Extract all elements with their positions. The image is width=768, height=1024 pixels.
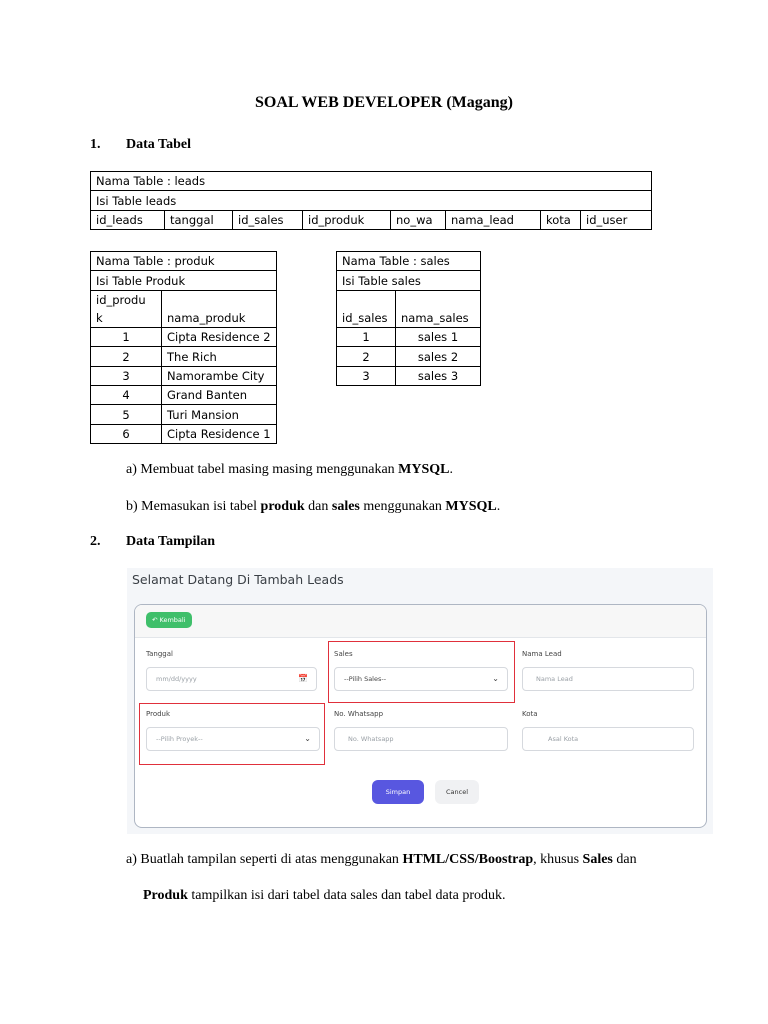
id-cell: 2: [91, 347, 162, 366]
tanggal-label: Tanggal: [146, 650, 173, 658]
column-header: id_leads: [91, 210, 165, 229]
bold-text: Produk: [143, 888, 188, 903]
table-row: [91, 405, 277, 424]
text: , khusus: [533, 852, 583, 867]
name-cell: The Rich: [162, 347, 277, 366]
text: dan: [304, 499, 332, 514]
tanggal-input[interactable]: [146, 667, 317, 691]
table-name-cell: Nama Table : produk: [91, 252, 277, 271]
id-cell: 4: [91, 385, 162, 404]
id-cell: 1: [337, 327, 396, 346]
id-cell: 2: [337, 347, 396, 366]
column-header: id_sales: [233, 210, 303, 229]
column-header-line: id_produ: [96, 292, 146, 307]
kota-input[interactable]: [522, 727, 694, 751]
name-cell: Grand Banten: [162, 385, 277, 404]
column-header: id_sales: [337, 290, 396, 327]
table-header-row: [91, 290, 277, 327]
text: menggunakan: [359, 499, 446, 514]
calendar-icon: 📅: [298, 674, 308, 683]
produk-select[interactable]: [146, 727, 320, 751]
produk-selected: --Pilih Proyek--: [156, 735, 203, 743]
nama-lead-label: Nama Lead: [522, 650, 562, 658]
table-row: [91, 327, 277, 346]
kota-label: Kota: [522, 710, 538, 718]
bold-text: MYSQL: [445, 499, 497, 514]
whatsapp-placeholder: No. Whatsapp: [348, 735, 394, 743]
column-header: nama_lead: [446, 210, 541, 229]
text: .: [449, 462, 454, 477]
sales-select[interactable]: [334, 667, 508, 691]
column-header: kota: [541, 210, 581, 229]
sales-label: Sales: [334, 650, 353, 658]
form-card: [134, 604, 707, 828]
table-content-cell: Isi Table sales: [337, 271, 481, 290]
table-content-cell: Isi Table Produk: [91, 271, 277, 290]
task-item-2a-line1: [126, 852, 726, 868]
table-row: [91, 424, 277, 443]
whatsapp-input[interactable]: [334, 727, 508, 751]
table-row: [91, 366, 277, 385]
sales-table: [336, 251, 481, 386]
bold-text: produk: [260, 499, 305, 514]
name-cell: Cipta Residence 2: [162, 327, 277, 346]
column-header: nama_produk: [162, 290, 277, 327]
table-content-cell: Isi Table leads: [91, 191, 652, 210]
name-cell: sales 2: [396, 347, 481, 366]
produk-label: Produk: [146, 710, 171, 718]
chevron-down-icon: ⌄: [304, 734, 311, 743]
column-header: id_produk: [303, 210, 391, 229]
name-cell: Turi Mansion: [162, 405, 277, 424]
bold-text: HTML/CSS/Boostrap: [402, 852, 534, 867]
reply-icon: ↶: [152, 616, 158, 624]
text: Memasukan isi tabel: [141, 499, 261, 514]
tanggal-placeholder: mm/dd/yyyy: [156, 675, 197, 683]
table-header-row: [91, 210, 652, 229]
column-header: id_user: [581, 210, 652, 229]
table-row: [337, 327, 481, 346]
table-row: [337, 366, 481, 385]
name-cell: sales 3: [396, 366, 481, 385]
table-name-cell: Nama Table : leads: [91, 172, 652, 191]
form-page-title: Selamat Datang Di Tambah Leads: [132, 572, 344, 587]
chevron-down-icon: ⌄: [492, 674, 499, 683]
document-title: SOAL WEB DEVELOPER (Magang): [255, 94, 513, 111]
name-cell: Namorambe City: [162, 366, 277, 385]
name-cell: Cipta Residence 1: [162, 424, 277, 443]
section-number: 2.: [90, 534, 101, 549]
column-header: [91, 290, 162, 327]
text: tampilkan isi dari tabel data sales dan tabel data produk.: [187, 888, 506, 903]
column-header-line: k: [96, 310, 103, 325]
leads-table: [90, 171, 652, 230]
back-button[interactable]: [146, 612, 192, 628]
table-row: [337, 347, 481, 366]
table-name-cell: Nama Table : sales: [337, 252, 481, 271]
save-button[interactable]: Simpan: [372, 780, 424, 804]
id-cell: 1: [91, 327, 162, 346]
id-cell: 5: [91, 405, 162, 424]
task-item-1b: [126, 499, 500, 515]
id-cell: 6: [91, 424, 162, 443]
bold-text: Sales: [582, 852, 613, 867]
list-marker: a): [126, 462, 137, 477]
column-header: no_wa: [391, 210, 446, 229]
column-header: nama_sales: [396, 290, 481, 327]
produk-table: [90, 251, 277, 444]
text: dan: [612, 852, 637, 867]
section-number: 1.: [90, 137, 101, 152]
column-header: tanggal: [165, 210, 233, 229]
form-screenshot: [127, 568, 713, 834]
section-1-heading: [90, 137, 191, 153]
text: Membuat tabel masing masing menggunakan: [140, 462, 399, 477]
table-header-row: [337, 290, 481, 327]
id-cell: 3: [91, 366, 162, 385]
id-cell: 3: [337, 366, 396, 385]
nama-lead-placeholder: Nama Lead: [536, 675, 573, 683]
name-cell: sales 1: [396, 327, 481, 346]
bold-text: sales: [331, 499, 360, 514]
nama-lead-input[interactable]: [522, 667, 694, 691]
bold-text: MYSQL: [398, 462, 450, 477]
section-title: Data Tabel: [126, 137, 191, 152]
whatsapp-label: No. Whatsapp: [334, 710, 384, 718]
task-item-1a: [126, 462, 453, 478]
table-row: [91, 385, 277, 404]
list-marker: b): [126, 499, 138, 514]
card-header: [135, 605, 706, 638]
task-item-2a-line2: [143, 888, 703, 904]
text: Buatlah tampilan seperti di atas menggunakan: [140, 852, 403, 867]
cancel-button[interactable]: Cancel: [435, 780, 479, 804]
section-2-heading: [90, 534, 215, 550]
text: .: [496, 499, 501, 514]
section-title: Data Tampilan: [126, 534, 216, 549]
kota-placeholder: Asal Kota: [548, 735, 579, 743]
back-button-label: Kembali: [159, 616, 186, 624]
sales-selected: --Pilih Sales--: [344, 675, 387, 683]
list-marker: a): [126, 852, 137, 867]
table-row: [91, 347, 277, 366]
